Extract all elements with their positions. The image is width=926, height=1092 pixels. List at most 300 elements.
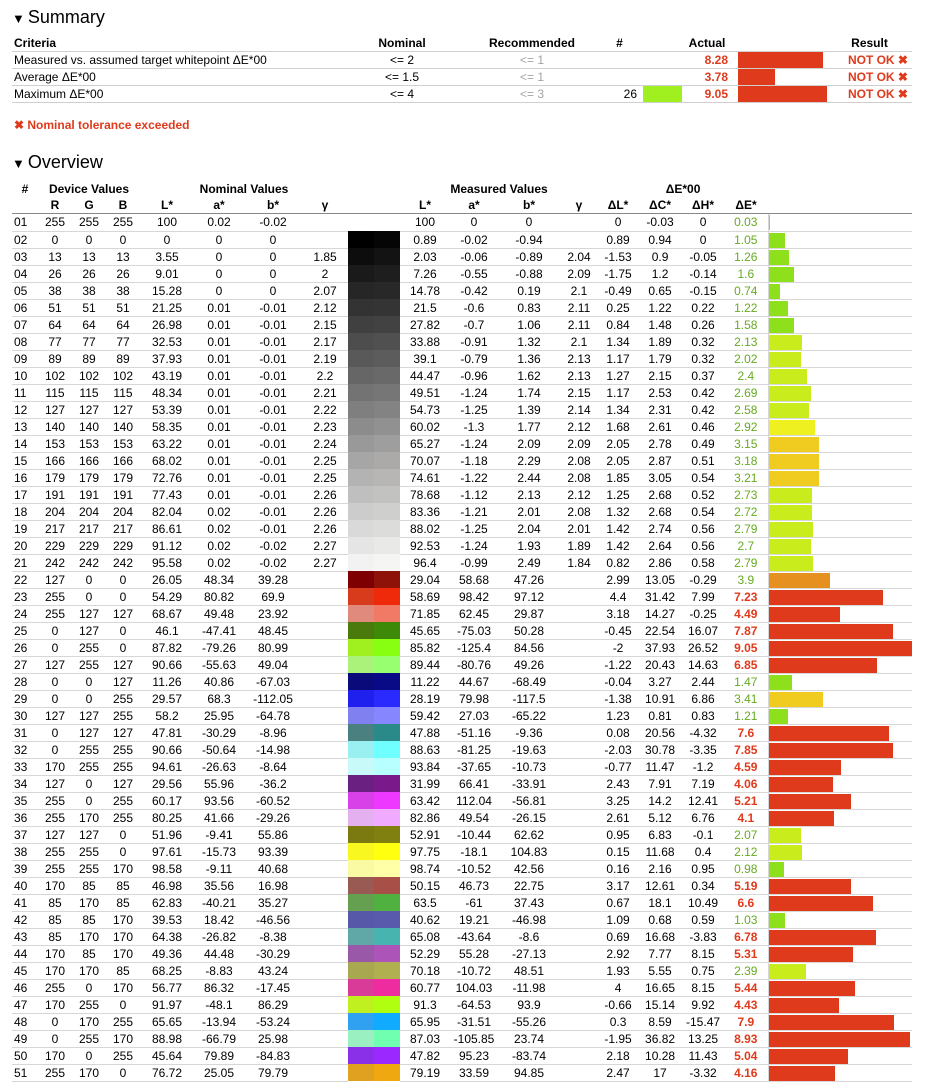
nominal-b: 0 bbox=[244, 248, 302, 265]
device-r: 0 bbox=[38, 1013, 72, 1030]
device-b: 0 bbox=[106, 843, 140, 860]
device-g: 0 bbox=[72, 979, 106, 996]
delta-e-bar bbox=[769, 607, 840, 622]
count-value bbox=[602, 52, 637, 69]
measured-b: 84.56 bbox=[498, 639, 560, 656]
measured-b: -68.49 bbox=[498, 673, 560, 690]
measured-a: -0.06 bbox=[450, 248, 498, 265]
measured-swatch bbox=[374, 1047, 400, 1064]
delta-e: 3.21 bbox=[724, 469, 768, 486]
nominal-swatch bbox=[348, 367, 374, 384]
measured-swatch bbox=[374, 996, 400, 1013]
delta-e-bar-cell bbox=[768, 979, 912, 996]
delta-e-bar bbox=[769, 930, 877, 945]
nominal-gamma bbox=[302, 571, 348, 588]
nominal-a: -50.64 bbox=[194, 741, 244, 758]
delta-c: 2.64 bbox=[638, 537, 682, 554]
device-g: 255 bbox=[72, 741, 106, 758]
measured-l: 40.62 bbox=[400, 911, 450, 928]
measured-gamma: 2.13 bbox=[560, 367, 598, 384]
measured-l: 52.29 bbox=[400, 945, 450, 962]
device-g: 217 bbox=[72, 520, 106, 537]
delta-h: 0.95 bbox=[682, 860, 724, 877]
overview-row bbox=[12, 707, 912, 724]
delta-c: 2.31 bbox=[638, 401, 682, 418]
nominal-b: -0.01 bbox=[244, 520, 302, 537]
delta-l: 1.17 bbox=[598, 350, 638, 367]
nominal-b: -14.98 bbox=[244, 741, 302, 758]
delta-e-bar-cell bbox=[768, 656, 912, 673]
delta-e-bar-cell bbox=[768, 877, 912, 894]
nominal-l: 60.17 bbox=[140, 792, 194, 809]
delta-c: 2.68 bbox=[638, 503, 682, 520]
nominal-gamma bbox=[302, 962, 348, 979]
measured-b: -10.73 bbox=[498, 758, 560, 775]
nominal-swatch bbox=[348, 1047, 374, 1064]
overview-row bbox=[12, 282, 912, 299]
measured-l: 60.77 bbox=[400, 979, 450, 996]
delta-c: 11.68 bbox=[638, 843, 682, 860]
measured-b: 23.74 bbox=[498, 1030, 560, 1047]
delta-e-bar bbox=[769, 318, 794, 333]
delta-e: 6.85 bbox=[724, 656, 768, 673]
row-number: 19 bbox=[12, 520, 38, 537]
measured-b: -0.89 bbox=[498, 248, 560, 265]
delta-h: -0.1 bbox=[682, 826, 724, 843]
nominal-swatch bbox=[348, 248, 374, 265]
measured-a: 33.59 bbox=[450, 1064, 498, 1081]
color-swatch bbox=[348, 707, 400, 724]
measured-a: -64.53 bbox=[450, 996, 498, 1013]
device-b: 204 bbox=[106, 503, 140, 520]
nominal-l: 26.05 bbox=[140, 571, 194, 588]
measured-gamma bbox=[560, 860, 598, 877]
measured-a: -0.91 bbox=[450, 333, 498, 350]
color-swatch bbox=[348, 690, 400, 707]
device-r: 64 bbox=[38, 316, 72, 333]
measured-gamma bbox=[560, 1047, 598, 1064]
measured-l: 29.04 bbox=[400, 571, 450, 588]
device-b: 179 bbox=[106, 469, 140, 486]
delta-e-bar-cell bbox=[768, 707, 912, 724]
row-number: 25 bbox=[12, 622, 38, 639]
nominal-swatch bbox=[348, 384, 374, 401]
row-number: 44 bbox=[12, 945, 38, 962]
color-swatch bbox=[348, 520, 400, 537]
nominal-a: 0.01 bbox=[194, 452, 244, 469]
device-r: 255 bbox=[38, 809, 72, 826]
device-b: 255 bbox=[106, 690, 140, 707]
measured-swatch bbox=[374, 911, 400, 928]
nominal-a: 0.01 bbox=[194, 401, 244, 418]
delta-l: 0.15 bbox=[598, 843, 638, 860]
delta-e-bar bbox=[769, 420, 815, 435]
nominal-a: -13.94 bbox=[194, 1013, 244, 1030]
measured-b: -65.22 bbox=[498, 707, 560, 724]
delta-e-bar bbox=[769, 675, 792, 690]
measured-swatch bbox=[374, 299, 400, 316]
device-g: 166 bbox=[72, 452, 106, 469]
criteria-label: Maximum ΔE*00 bbox=[12, 86, 342, 103]
row-number: 22 bbox=[12, 571, 38, 588]
color-swatch bbox=[348, 469, 400, 486]
delta-e: 5.44 bbox=[724, 979, 768, 996]
nominal-l: 9.01 bbox=[140, 265, 194, 282]
device-g: 85 bbox=[72, 911, 106, 928]
measured-gamma bbox=[560, 979, 598, 996]
measured-l: 97.75 bbox=[400, 843, 450, 860]
delta-l: 1.93 bbox=[598, 962, 638, 979]
nominal-a: 49.48 bbox=[194, 605, 244, 622]
nominal-b: -0.01 bbox=[244, 299, 302, 316]
row-number: 28 bbox=[12, 673, 38, 690]
measured-b: 1.77 bbox=[498, 418, 560, 435]
device-b: 242 bbox=[106, 554, 140, 571]
measured-b: 48.51 bbox=[498, 962, 560, 979]
measured-swatch bbox=[374, 214, 400, 231]
nominal-l: 11.26 bbox=[140, 673, 194, 690]
delta-h: 0.42 bbox=[682, 401, 724, 418]
overview-row bbox=[12, 316, 912, 333]
device-r: 102 bbox=[38, 367, 72, 384]
delta-e: 7.6 bbox=[724, 724, 768, 741]
delta-e-bar bbox=[769, 692, 823, 707]
device-b: 153 bbox=[106, 435, 140, 452]
nominal-a: -30.29 bbox=[194, 724, 244, 741]
nominal-a: 0 bbox=[194, 231, 244, 248]
measured-a: -1.24 bbox=[450, 537, 498, 554]
nominal-swatch bbox=[348, 231, 374, 248]
measured-swatch bbox=[374, 928, 400, 945]
nominal-gamma bbox=[302, 707, 348, 724]
device-g: 85 bbox=[72, 877, 106, 894]
device-r: 170 bbox=[38, 945, 72, 962]
measured-b: -55.26 bbox=[498, 1013, 560, 1030]
measured-swatch bbox=[374, 435, 400, 452]
delta-l: 1.34 bbox=[598, 401, 638, 418]
actual-bar bbox=[738, 86, 827, 102]
device-g: 115 bbox=[72, 384, 106, 401]
delta-e-bar bbox=[769, 573, 831, 588]
measured-l: 31.99 bbox=[400, 775, 450, 792]
delta-l: -1.38 bbox=[598, 690, 638, 707]
device-b: 255 bbox=[106, 792, 140, 809]
nominal-l: 49.36 bbox=[140, 945, 194, 962]
nominal-l: 77.43 bbox=[140, 486, 194, 503]
actual-value: 8.28 bbox=[682, 52, 732, 69]
nominal-a: -47.41 bbox=[194, 622, 244, 639]
nominal-a: 0.01 bbox=[194, 333, 244, 350]
nominal-gamma: 2.2 bbox=[302, 367, 348, 384]
delta-e-bar bbox=[769, 454, 819, 469]
device-b: 255 bbox=[106, 707, 140, 724]
device-g: 255 bbox=[72, 656, 106, 673]
nominal-l: 48.34 bbox=[140, 384, 194, 401]
measured-swatch bbox=[374, 1064, 400, 1081]
measured-a: -51.16 bbox=[450, 724, 498, 741]
device-r: 191 bbox=[38, 486, 72, 503]
device-r: 140 bbox=[38, 418, 72, 435]
delta-e: 8.93 bbox=[724, 1030, 768, 1047]
measured-b: 97.12 bbox=[498, 588, 560, 605]
delta-h: 26.52 bbox=[682, 639, 724, 656]
measured-swatch bbox=[374, 656, 400, 673]
delta-h: 12.41 bbox=[682, 792, 724, 809]
device-r: 255 bbox=[38, 588, 72, 605]
delta-l: 2.92 bbox=[598, 945, 638, 962]
color-swatch bbox=[348, 435, 400, 452]
color-swatch bbox=[348, 945, 400, 962]
device-b: 127 bbox=[106, 401, 140, 418]
actual-bar-cell bbox=[732, 52, 827, 69]
overview-row bbox=[12, 911, 912, 928]
device-b: 77 bbox=[106, 333, 140, 350]
delta-e-bar-cell bbox=[768, 758, 912, 775]
nominal-l: 72.76 bbox=[140, 469, 194, 486]
tolerance-note: ✖ Nominal tolerance exceeded bbox=[14, 118, 190, 132]
measured-a: -1.24 bbox=[450, 384, 498, 401]
overview-row bbox=[12, 248, 912, 265]
measured-l: 59.42 bbox=[400, 707, 450, 724]
count-bar-cell bbox=[637, 86, 682, 103]
delta-l: -0.49 bbox=[598, 282, 638, 299]
measured-l-header: L* bbox=[400, 197, 450, 214]
measured-swatch bbox=[374, 724, 400, 741]
overview-row bbox=[12, 843, 912, 860]
recommended-value: <= 1 bbox=[462, 69, 602, 86]
delta-e-bar-cell bbox=[768, 843, 912, 860]
measured-l: 82.86 bbox=[400, 809, 450, 826]
measured-swatch bbox=[374, 673, 400, 690]
color-swatch bbox=[348, 758, 400, 775]
nominal-a: 40.86 bbox=[194, 673, 244, 690]
device-r: 229 bbox=[38, 537, 72, 554]
nominal-b: -67.03 bbox=[244, 673, 302, 690]
measured-b: -11.98 bbox=[498, 979, 560, 996]
measured-gamma: 2.1 bbox=[560, 333, 598, 350]
nominal-l: 63.22 bbox=[140, 435, 194, 452]
delta-e-bar bbox=[769, 998, 839, 1013]
measured-swatch bbox=[374, 503, 400, 520]
delta-e-bar bbox=[769, 964, 807, 979]
device-r: 255 bbox=[38, 214, 72, 232]
device-b: 127 bbox=[106, 724, 140, 741]
overview-row bbox=[12, 639, 912, 656]
delta-e: 4.16 bbox=[724, 1064, 768, 1081]
nominal-l: 46.1 bbox=[140, 622, 194, 639]
delta-h: 0.75 bbox=[682, 962, 724, 979]
nominal-a: -26.82 bbox=[194, 928, 244, 945]
nominal-a: 93.56 bbox=[194, 792, 244, 809]
measured-swatch bbox=[374, 945, 400, 962]
color-swatch bbox=[348, 928, 400, 945]
nominal-b: -0.01 bbox=[244, 384, 302, 401]
device-g: 51 bbox=[72, 299, 106, 316]
delta-l: 0.69 bbox=[598, 928, 638, 945]
overview-row bbox=[12, 1030, 912, 1047]
measured-b: -33.91 bbox=[498, 775, 560, 792]
delta-e: 5.21 bbox=[724, 792, 768, 809]
delta-e-bar bbox=[769, 709, 788, 724]
delta-l: 0.08 bbox=[598, 724, 638, 741]
nominal-gamma bbox=[302, 673, 348, 690]
delta-e: 2.79 bbox=[724, 554, 768, 571]
summary-table bbox=[12, 35, 912, 103]
nominal-l: 90.66 bbox=[140, 656, 194, 673]
nominal-b: -46.56 bbox=[244, 911, 302, 928]
delta-c: 2.68 bbox=[638, 486, 682, 503]
measured-gamma: 2.13 bbox=[560, 350, 598, 367]
device-g: 170 bbox=[72, 928, 106, 945]
delta-c: 2.15 bbox=[638, 367, 682, 384]
color-swatch bbox=[348, 554, 400, 571]
count-bar bbox=[643, 86, 682, 102]
nominal-b: -0.01 bbox=[244, 435, 302, 452]
measured-gamma: 2.1 bbox=[560, 282, 598, 299]
delta-e-bar bbox=[769, 947, 853, 962]
measured-l: 74.61 bbox=[400, 469, 450, 486]
overview-heading[interactable] bbox=[12, 151, 103, 175]
delta-e-bar bbox=[769, 658, 878, 673]
delta-e: 2.4 bbox=[724, 367, 768, 384]
nominal-gamma bbox=[302, 979, 348, 996]
measured-l: 92.53 bbox=[400, 537, 450, 554]
nominal-gamma bbox=[302, 758, 348, 775]
delta-l: -1.22 bbox=[598, 656, 638, 673]
overview-group-header-row bbox=[12, 181, 912, 197]
measured-swatch bbox=[374, 962, 400, 979]
delta-h: 0.37 bbox=[682, 367, 724, 384]
disclosure-triangle-icon[interactable]: ▼ bbox=[12, 11, 25, 26]
overview-row bbox=[12, 894, 912, 911]
delta-c: 1.2 bbox=[638, 265, 682, 282]
nominal-swatch bbox=[348, 214, 374, 231]
delta-h: 16.07 bbox=[682, 622, 724, 639]
delta-e-bar-cell bbox=[768, 996, 912, 1013]
delta-e: 1.03 bbox=[724, 911, 768, 928]
delta-h: 0.59 bbox=[682, 911, 724, 928]
overview-row bbox=[12, 367, 912, 384]
delta-c: 30.78 bbox=[638, 741, 682, 758]
measured-b: 1.62 bbox=[498, 367, 560, 384]
measured-swatch bbox=[374, 282, 400, 299]
color-swatch bbox=[348, 486, 400, 503]
nominal-gamma: 2.26 bbox=[302, 503, 348, 520]
overview-row bbox=[12, 826, 912, 843]
delta-h: 0.34 bbox=[682, 877, 724, 894]
measured-l: 91.3 bbox=[400, 996, 450, 1013]
device-b: 127 bbox=[106, 673, 140, 690]
measured-a: 62.45 bbox=[450, 605, 498, 622]
delta-l: -0.45 bbox=[598, 622, 638, 639]
device-b: 64 bbox=[106, 316, 140, 333]
row-number: 49 bbox=[12, 1030, 38, 1047]
delta-e-bar bbox=[769, 862, 785, 877]
color-swatch bbox=[348, 1030, 400, 1047]
nominal-l: 56.77 bbox=[140, 979, 194, 996]
measured-gamma bbox=[560, 962, 598, 979]
measured-swatch bbox=[374, 809, 400, 826]
nominal-a: 0.01 bbox=[194, 350, 244, 367]
overview-row bbox=[12, 214, 912, 232]
delta-l: 3.17 bbox=[598, 877, 638, 894]
nominal-swatch bbox=[348, 350, 374, 367]
overview-row bbox=[12, 605, 912, 622]
delta-e-bar bbox=[769, 556, 813, 571]
measured-b: 22.75 bbox=[498, 877, 560, 894]
delta-e-bar bbox=[769, 794, 852, 809]
delta-l: -1.53 bbox=[598, 248, 638, 265]
color-swatch bbox=[348, 316, 400, 333]
delta-c: 3.05 bbox=[638, 469, 682, 486]
delta-e: 4.1 bbox=[724, 809, 768, 826]
nominal-swatch bbox=[348, 571, 374, 588]
count-bar-cell bbox=[637, 52, 682, 69]
summary-heading[interactable] bbox=[12, 6, 105, 30]
device-g: 170 bbox=[72, 894, 106, 911]
color-swatch bbox=[348, 248, 400, 265]
nominal-swatch bbox=[348, 554, 374, 571]
measured-l: 50.15 bbox=[400, 877, 450, 894]
delta-e-bar bbox=[769, 879, 851, 894]
nominal-header: Nominal bbox=[342, 35, 462, 52]
device-g: 255 bbox=[72, 214, 106, 232]
measured-a: -75.03 bbox=[450, 622, 498, 639]
delta-l: 2.43 bbox=[598, 775, 638, 792]
delta-e: 0.03 bbox=[724, 214, 768, 232]
actual-bar-header bbox=[732, 35, 827, 52]
disclosure-triangle-icon[interactable]: ▼ bbox=[12, 156, 25, 171]
delta-e-bar bbox=[769, 488, 812, 503]
nominal-swatch bbox=[348, 1013, 374, 1030]
delta-e-bar bbox=[769, 811, 834, 826]
device-g: 127 bbox=[72, 622, 106, 639]
nominal-swatch bbox=[348, 1064, 374, 1081]
device-g: 64 bbox=[72, 316, 106, 333]
delta-e-bar bbox=[769, 743, 893, 758]
delta-e-bar bbox=[769, 1049, 849, 1064]
device-b: 0 bbox=[106, 231, 140, 248]
delta-h: 0.54 bbox=[682, 469, 724, 486]
delta-l: 0.89 bbox=[598, 231, 638, 248]
delta-e: 1.58 bbox=[724, 316, 768, 333]
device-b: 0 bbox=[106, 826, 140, 843]
delta-h: 2.44 bbox=[682, 673, 724, 690]
delta-c: 0.81 bbox=[638, 707, 682, 724]
delta-e-bar bbox=[769, 777, 833, 792]
device-r: 127 bbox=[38, 707, 72, 724]
measured-b: -0.94 bbox=[498, 231, 560, 248]
overview-row bbox=[12, 520, 912, 537]
row-number: 23 bbox=[12, 588, 38, 605]
delta-c-header: ΔC* bbox=[638, 197, 682, 214]
criteria-header: Criteria bbox=[12, 35, 342, 52]
delta-e-bar-cell bbox=[768, 741, 912, 758]
color-swatch bbox=[348, 809, 400, 826]
overview-row bbox=[12, 350, 912, 367]
nominal-value: <= 1.5 bbox=[342, 69, 462, 86]
nominal-swatch bbox=[348, 690, 374, 707]
delta-e-bar bbox=[769, 590, 884, 605]
color-swatch bbox=[348, 911, 400, 928]
delta-h: -3.83 bbox=[682, 928, 724, 945]
device-g: 0 bbox=[72, 792, 106, 809]
measured-b: 62.62 bbox=[498, 826, 560, 843]
device-g: 179 bbox=[72, 469, 106, 486]
nominal-a: 0.01 bbox=[194, 435, 244, 452]
overview-row bbox=[12, 860, 912, 877]
device-r: 242 bbox=[38, 554, 72, 571]
